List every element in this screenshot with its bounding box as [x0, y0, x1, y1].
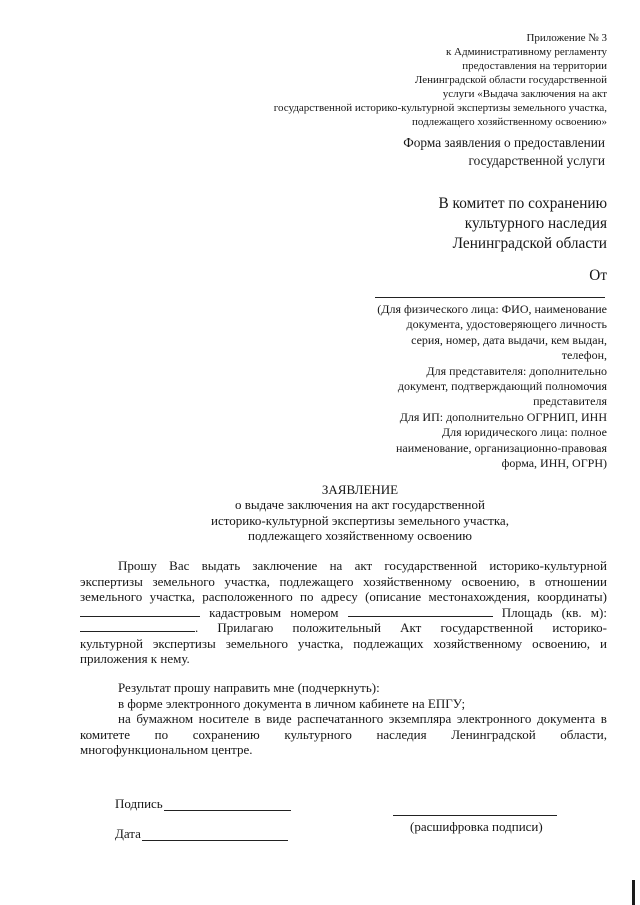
hint-line: Для представителя: дополнительно — [426, 363, 607, 378]
signature-decoding-label: (расшифровка подписи) — [410, 819, 543, 834]
word: историко- — [552, 620, 607, 635]
word: распечатанного — [297, 711, 384, 726]
request-line — [80, 589, 607, 605]
addressee — [439, 194, 607, 254]
word: бумажном — [136, 711, 194, 726]
word: земельного — [225, 635, 288, 651]
signature-decoding-line — [393, 815, 557, 816]
word: подлежащих — [353, 635, 424, 651]
applicant-hint — [377, 302, 607, 471]
word: документа — [537, 711, 596, 726]
word: Площадь — [501, 604, 553, 620]
word: хозяйственному — [363, 573, 452, 589]
word: государственной — [440, 620, 534, 635]
request-line: приложения к нему. — [80, 651, 190, 666]
appendix-line: Приложение № 3 — [526, 32, 607, 44]
word: участка, — [149, 589, 195, 604]
word: виде — [266, 711, 292, 726]
area-blank-group — [80, 620, 198, 636]
word: в — [529, 573, 536, 589]
word: освоению, — [532, 635, 591, 651]
word: отношении — [544, 573, 607, 589]
cadastral-number-blank — [348, 605, 493, 617]
word: освоению, — [461, 573, 520, 589]
scan-edge-mark — [632, 880, 635, 905]
word: культурной — [80, 635, 143, 651]
word: (кв. — [561, 604, 582, 620]
word: Акт — [400, 620, 422, 635]
statement-title — [110, 482, 610, 544]
request-line — [80, 605, 607, 621]
request-line — [80, 574, 607, 590]
form-title-line: Форма заявления о предоставлении — [403, 135, 605, 150]
appendix-line: предоставления на территории — [462, 60, 607, 72]
word: Прошу — [118, 558, 157, 573]
word: (описание — [365, 589, 422, 604]
date-line — [142, 840, 288, 841]
word: кадастровым — [209, 604, 282, 620]
delivery-option-paper-cont — [80, 727, 607, 743]
appendix-line: услуги «Выдача заключения на акт — [442, 88, 607, 100]
delivery-line: Результат прошу направить мне (подчеркнуть): — [118, 680, 380, 695]
word: государственной — [384, 558, 478, 573]
signature-line — [164, 810, 291, 811]
from-label: От — [589, 267, 607, 284]
statement-subtitle-line: о выдаче заключения на акт государственной — [235, 497, 485, 513]
word: выдать — [201, 558, 241, 573]
word: номером — [290, 604, 339, 620]
word: положительный — [292, 620, 381, 635]
word: участка, — [297, 635, 344, 651]
hint-line: форма, ИНН, ОГРН) — [501, 456, 607, 471]
word: по — [154, 726, 169, 742]
word: по — [300, 589, 314, 604]
applicant-blank-line — [375, 297, 605, 298]
word: земельного — [152, 573, 215, 589]
statement-subtitle-line: подлежащего хозяйственному освоению — [248, 528, 472, 544]
word: адресу — [320, 589, 358, 604]
hint-line: Для юридического лица: полное — [441, 425, 607, 440]
hint-line: серия, номер, дата выдачи, кем выдан, — [411, 332, 607, 347]
appendix-note — [274, 31, 607, 129]
word: экземпляра — [388, 711, 452, 726]
word: носителе — [198, 711, 249, 726]
word: сохранению — [192, 726, 260, 742]
hint-line: представителя — [533, 394, 607, 409]
word: участка, — [224, 573, 270, 589]
word: хозяйственному — [433, 635, 523, 651]
appendix-line: Ленинградской области государственной — [414, 74, 607, 86]
hint-line: наименование, организационно-правовая — [395, 440, 607, 455]
word: историко-культурной — [489, 558, 607, 573]
word: культурного — [284, 726, 352, 742]
area-blank — [80, 620, 195, 632]
word: комитете — [80, 726, 130, 742]
appendix-line: подлежащего хозяйственному освоению» — [412, 116, 607, 128]
address-blank — [80, 605, 200, 617]
delivery-paragraph — [80, 680, 607, 758]
form-title — [403, 134, 605, 170]
hint-line: документ, подтверждающий полномочия — [397, 379, 607, 394]
appendix-line: государственной историко-культурной экспертизы земельного участка, — [273, 102, 607, 114]
word: земельного — [80, 589, 143, 604]
word: в — [254, 711, 261, 726]
word: координаты) — [537, 589, 607, 604]
appendix-line: к Административному регламенту — [445, 46, 607, 58]
addressee-line: культурного наследия — [464, 215, 607, 232]
date-label: Дата — [115, 826, 141, 841]
hint-line: Для ИП: дополнительно ОГРНИП, ИНН — [399, 409, 607, 424]
word: заключение — [252, 558, 318, 573]
word: м): — [590, 604, 607, 620]
word: Вас — [169, 558, 190, 573]
hint-line: документа, удостоверяющего личность — [406, 317, 607, 332]
word: наследия — [376, 726, 427, 742]
addressee-line: В комитет по сохранению — [438, 195, 607, 212]
word: в — [600, 711, 607, 726]
word: области, — [560, 726, 607, 742]
delivery-option-electronic: в форме электронного документа в личном кабинете на ЕПГУ; — [118, 695, 466, 711]
statement-subtitle-line: историко-культурной экспертизы земельного участка, — [211, 512, 509, 528]
word: местонахождения, — [428, 589, 531, 604]
word: расположенного — [202, 589, 293, 604]
word: Ленинградской — [451, 726, 536, 742]
request-line — [80, 558, 607, 574]
word: электронного — [456, 711, 532, 726]
request-line — [80, 620, 607, 636]
word: акт — [354, 558, 373, 573]
punctuation: . — [195, 620, 199, 635]
hint-line: (Для физического лица: ФИО, наименование — [377, 302, 607, 316]
delivery-option-paper — [80, 711, 607, 727]
word: Прилагаю — [217, 620, 274, 635]
delivery-option-paper-end: многофункциональном центре. — [80, 742, 253, 757]
addressee-line: Ленинградской области — [452, 235, 607, 252]
word: и — [599, 635, 607, 651]
word: на — [329, 558, 343, 573]
request-paragraph — [80, 558, 607, 667]
signature-label: Подпись — [115, 796, 163, 811]
hint-line: телефон, — [561, 348, 607, 363]
statement-heading: ЗАЯВЛЕНИЕ — [321, 482, 399, 497]
word: экспертизы — [80, 573, 143, 589]
word: на — [118, 711, 131, 726]
word: подлежащего — [279, 573, 354, 589]
word: экспертизы — [152, 635, 216, 651]
form-title-line: государственной услуги — [468, 153, 605, 168]
request-line — [80, 636, 607, 652]
